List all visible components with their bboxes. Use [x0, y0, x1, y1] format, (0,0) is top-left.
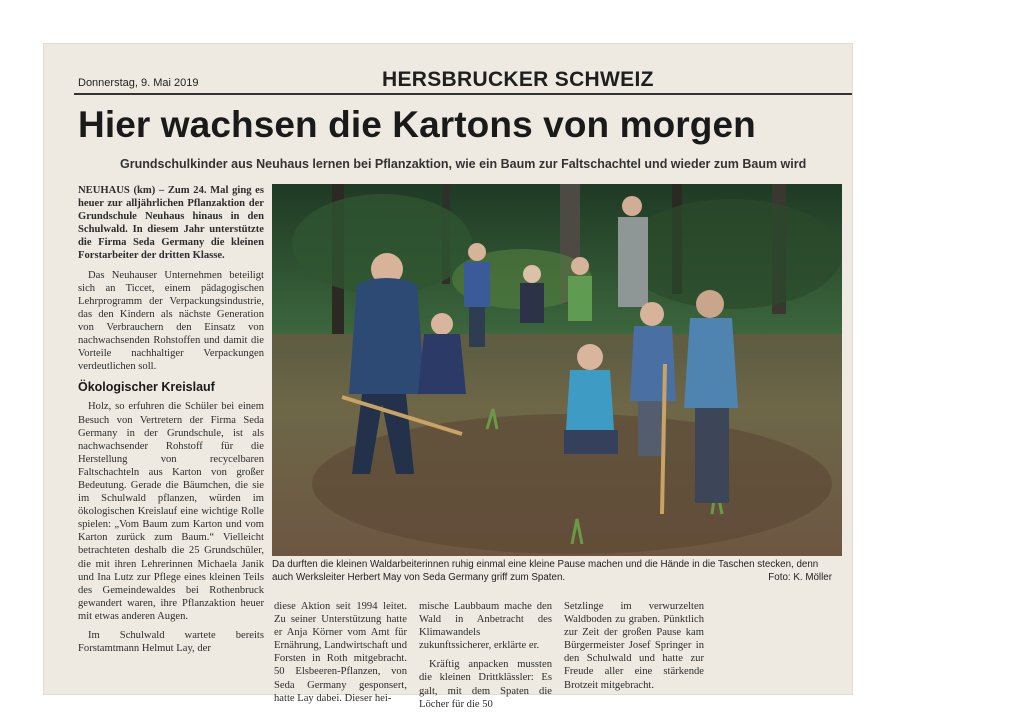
caption-text: Da durften die kleinen Waldarbeiterinnen ruhig einmal eine kleine Pause machen und die Hände in die Taschen stecken, denn auch Werksleiter Herbert May von Seda Germany griff zum Spaten. [272, 559, 819, 583]
article-column-1 [78, 184, 264, 661]
paragraph: Im Schulwald wartete bereits Forstamtmann Helmut Lay, der [78, 630, 264, 655]
paragraph: diese Aktion seit 1994 leitet. Zu seiner Unterstützung hatte er Anja Körner vom Amt für Ernährung, Landwirtschaft und Forsten in Roth mitgebracht. 50 Elsbeeren-Pflanzen, von Seda Germany gesponsert, hatte Lay dabei. Dieser hei- [274, 601, 407, 704]
subheadline: Grundschulkinder aus Neuhaus lernen bei Pflanzaktion, wie ein Baum zur Faltschachtel und wieder zum Baum wird [120, 157, 807, 171]
article-column-2 [274, 600, 407, 711]
issue-date: Donnerstag, 9. Mai 2019 [78, 77, 199, 89]
photo-credit: Foto: K. Möller [768, 571, 832, 583]
header-rule [74, 93, 852, 95]
paragraph: Kräftig anpacken mussten die kleinen Drittklässler: Es galt, mit dem Spaten die Löcher für die 50 [419, 659, 552, 710]
paragraph: Das Neuhauser Unternehmen beteiligt sich an Ticcet, einem pädagogischen Lehrprogramm der Verpackungsindustrie, das den Kindern als nächste Generation von Verbrauchern den Einsatz von nachwachsenden Rohstoffen und damit die Vorteile nachhaltiger Verpackungen verdeutlichen soll. [78, 269, 264, 373]
article-column-3 [419, 600, 552, 717]
headline: Hier wachsen die Kartons von morgen [78, 104, 756, 145]
article-photo [272, 184, 842, 556]
article-column-4 [564, 600, 704, 698]
subheading: Ökologischer Kreislauf [78, 380, 215, 395]
lead-paragraph: NEUHAUS (km) – Zum 24. Mal ging es heuer zur alljährlichen Pflanzaktion der Grundschule Neuhaus hinaus in den Schulwald. In diesem Jahr unterstützte die Firma Seda Germany die kleinen Forstarbeiter der dritten Klasse. [78, 185, 264, 262]
paragraph: Setzlinge im verwurzelten Waldboden zu graben. Pünktlich zur Zeit der großen Pause kam Bürgermeister Josef Springer in den Schulwald und hatte zur Freude aller eine stärkende Brotzeit mitgebracht. [564, 601, 704, 691]
paragraph: Holz, so erfuhren die Schüler bei einem Besuch von Vertretern der Firma Seda Germany in der Grundschule, ist als nachwachsender Rohstoff für die Herstellung von recycelbaren Faltschachteln aus Karton von großer Bedeutung. Gerade die Bäumchen, die sie im Schulwald pflanzen, würden im ökologischen Kreislauf eine wichtige Rolle spielen: „Vom Baum zum Karton und vom Karton zurück zum Baum.“ Vielleicht betrachteten deshalb die 25 Grundschüler, die mit ihren Lehrerinnen Michaela Janik und Ina Lutz zur Pflege eines kleinen Teils des Gemeindewaldes bei Rothenbruck gewandert waren, ihre Pflanzaktion heuer mit etwas anderen Augen. [78, 401, 264, 622]
newspaper-clipping [44, 44, 852, 710]
section-title: HERSBRUCKER SCHWEIZ [382, 68, 654, 91]
photo-caption [272, 559, 842, 584]
paragraph: mische Laubbaum mache den Wald in Anbetracht des Klimawandels zukunftssicherer, erklärte er. [419, 601, 552, 652]
